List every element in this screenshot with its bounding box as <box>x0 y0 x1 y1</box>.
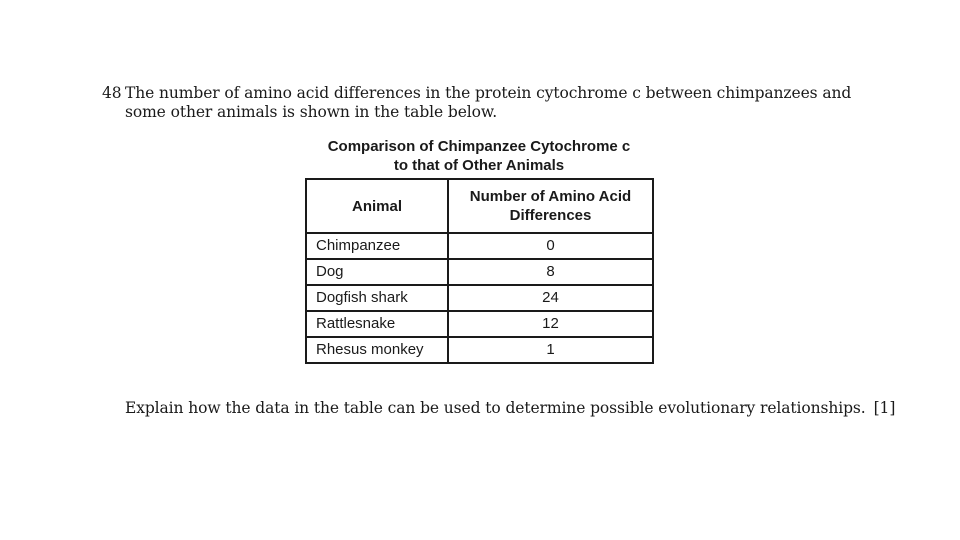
differences-cell: 1 <box>448 337 653 363</box>
differences-cell: 24 <box>448 285 653 311</box>
table-title-line-2: to that of Other Animals <box>393 157 565 174</box>
table-row <box>306 337 653 363</box>
table-row <box>306 259 653 285</box>
data-table <box>305 178 654 364</box>
differences-cell: 8 <box>448 259 653 285</box>
question-prompt <box>125 398 895 418</box>
animal-cell: Dogfish shark <box>306 285 448 311</box>
table-title <box>305 137 653 175</box>
animal-cell: Rhesus monkey <box>306 337 448 363</box>
header-differences: Number of Amino Acid Differences <box>448 179 653 233</box>
credit-value: [1] <box>873 399 896 417</box>
question-block <box>102 84 882 122</box>
differences-cell: 0 <box>448 233 653 259</box>
header-animal: Animal <box>306 179 448 233</box>
prompt-text: Explain how the data in the table can be used to determine possible evolutionary relationships. <box>125 399 866 417</box>
table-row <box>306 233 653 259</box>
animal-cell: Dog <box>306 259 448 285</box>
table-row <box>306 311 653 337</box>
animal-cell: Chimpanzee <box>306 233 448 259</box>
question-text: The number of amino acid differences in the protein cytochrome c between chimpanzees and some other animals is shown in the table below. <box>125 84 852 121</box>
table-header-row <box>306 179 653 233</box>
differences-cell: 12 <box>448 311 653 337</box>
question-number: 48 <box>102 84 122 102</box>
table-row <box>306 285 653 311</box>
animal-cell: Rattlesnake <box>306 311 448 337</box>
table-title-line-1: Comparison of Chimpanzee Cytochrome c <box>327 138 631 155</box>
